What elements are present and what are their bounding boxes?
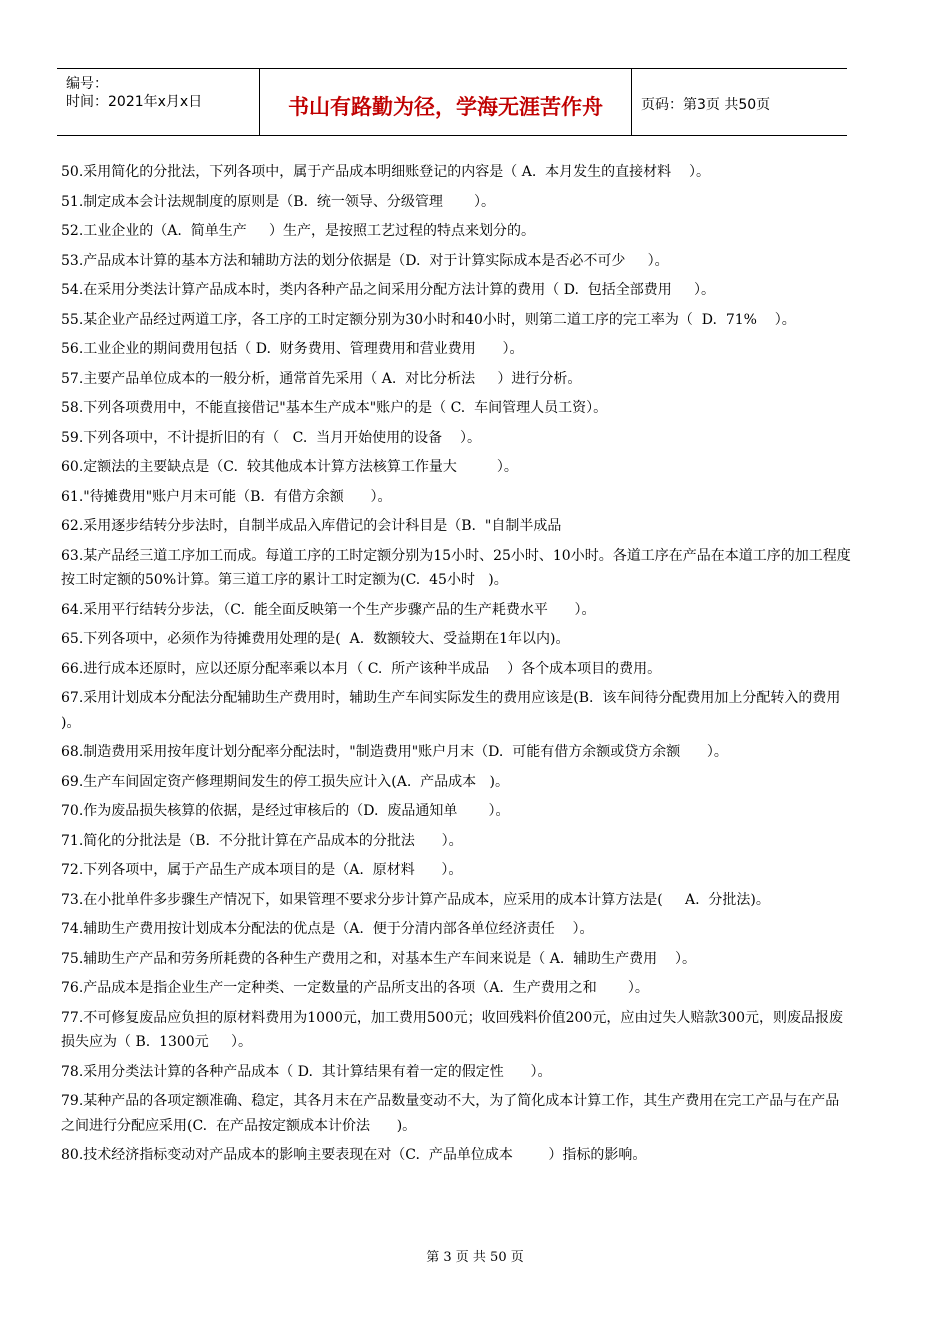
question-item: 50.采用简化的分批法，下列各项中，属于产品成本明细账登记的内容是（ A. 本月发生的直接材料 ）。 — [61, 164, 710, 180]
header-motto-cell — [260, 69, 632, 135]
question-item: 60.定额法的主要缺点是（C. 较其他成本计算方法核算工作量大 ）。 — [61, 459, 518, 475]
question-item: 52.工业企业的（A. 简单生产 ）生产，是按照工艺过程的特点来划分的。 — [61, 223, 535, 239]
question-item: 79.某种产品的各项定额准确、稳定，其各月末在产品数量变动不大，为了简化成本计算工作，其生产费用在完工产品与在产品之间进行分配应采用(C. 在产品按定额成本计价法 )。 — [61, 1093, 840, 1134]
time-label: 时间：2021年x月x日 — [66, 94, 203, 110]
header-page-cell — [632, 69, 847, 135]
question-item: 69.生产车间固定资产修理期间发生的停工损失应计入(A. 产品成本 )。 — [61, 773, 509, 790]
question-item: 68.制造费用采用按年度计划分配率分配法时，"制造费用"账户月末（D. 可能有借方余额或贷方余额 ）。 — [61, 744, 728, 760]
page-number-label: 页码：第3页 共50页 — [641, 97, 771, 113]
page-footer: 第 3 页 共 50 页 — [426, 1250, 524, 1265]
question-item: 51.制定成本会计法规制度的原则是（B. 统一领导、分级管理 ）。 — [61, 193, 496, 210]
question-item: 56.工业企业的期间费用包括（ D. 财务费用、管理费用和营业费用 ）。 — [61, 341, 524, 357]
code-label: 编号： — [66, 76, 108, 92]
question-item: 65.下列各项中，必须作为待摊费用处理的是( A. 数额较大、受益期在1年以内)。 — [61, 631, 570, 647]
question-item: 67.采用计划成本分配法分配辅助生产费用时，辅助生产车间实际发生的费用应该是(B. 该车间待分配费用加上分配转入的费用 )。 — [61, 690, 872, 731]
question-item: 77.不可修复废品应负担的原材料费用为1000元，加工费用500元；收回残料价值200元，应由过失人赔款300元，则废品报废损失应为（ B. 1300元 ）。 — [61, 1009, 844, 1050]
question-item: 75.辅助生产产品和劳务所耗费的各种生产费用之和，对基本生产车间来说是（ A. 辅助生产费用 ）。 — [61, 950, 696, 967]
question-item: 64.采用平行结转分步法，（C. 能全面反映第一个生产步骤产品的生产耗费水平 ）。 — [61, 601, 596, 618]
question-item: 76.产品成本是指企业生产一定种类、一定数量的产品所支出的各项（A. 生产费用之和 ）。 — [61, 980, 649, 996]
question-item: 62.采用逐步结转分步法时，自制半成品入库借记的会计科目是（B. "自制半成品 — [61, 518, 562, 534]
motto-text: 书山有路勤为径，学海无涯苦作舟 — [288, 95, 603, 119]
header-info-cell — [57, 69, 260, 135]
question-item: 73.在小批单件多步骤生产情况下，如果管理不要求分步计算产品成本，应采用的成本计算方法是( A. 分批法)。 — [61, 891, 770, 908]
question-item: 72.下列各项中，属于产品生产成本项目的是（A. 原材料 ）。 — [61, 862, 463, 878]
question-item: 70.作为废品损失核算的依据，是经过审核后的（D. 废品通知单 ）。 — [61, 803, 510, 819]
page-header — [57, 68, 847, 136]
question-item: 54.在采用分类法计算产品成本时，类内各种产品之间采用分配方法计算的费用（ D. 包括全部费用 ）。 — [61, 282, 716, 298]
question-item: 61."待摊费用"账户月末可能（B. 有借方余额 ）。 — [61, 488, 392, 505]
question-item: 53.产品成本计算的基本方法和辅助方法的划分依据是（D. 对于计算实际成本是否必不可少 ）。 — [61, 252, 669, 269]
question-item: 59.下列各项中，不计提折旧的有（ C. 当月开始使用的设备 ）。 — [61, 429, 481, 446]
question-item: 71.简化的分批法是（B. 不分批计算在产品成本的分批法 ）。 — [61, 832, 463, 849]
question-item: 63.某产品经三道工序加工而成。每道工序的工时定额分别为15小时、25小时、10小时。各道工序在产品在本道工序的加工程度按工时定额的50%计算。第三道工序的累计工时定额为(C. 45小时 )。 — [61, 547, 851, 588]
question-item: 74.辅助生产费用按计划成本分配法的优点是（A. 便于分清内部各单位经济责任 ）。 — [61, 921, 594, 937]
question-item: 57.主要产品单位成本的一般分析，通常首先采用（ A. 对比分析法 ）进行分析。 — [61, 370, 582, 387]
question-item: 58.下列各项费用中，不能直接借记"基本生产成本"账户的是（ C. 车间管理人员工资）。 — [61, 400, 608, 416]
question-item: 78.采用分类法计算的各种产品成本（ D. 其计算结果有着一定的假定性 ）。 — [61, 1063, 552, 1080]
question-item: 66.进行成本还原时，应以还原分配率乘以本月（ C. 所产该种半成品 ）各个成本项目的费用。 — [61, 660, 662, 677]
question-item: 55.某企业产品经过两道工序，各工序的工时定额分别为30小时和40小时，则第二道工序的完工率为（ D. 71% ）。 — [61, 311, 796, 328]
question-item: 80.技术经济指标变动对产品成本的影响主要表现在对（C. 产品单位成本 ）指标的影响。 — [61, 1147, 647, 1163]
question-list — [61, 160, 872, 1173]
